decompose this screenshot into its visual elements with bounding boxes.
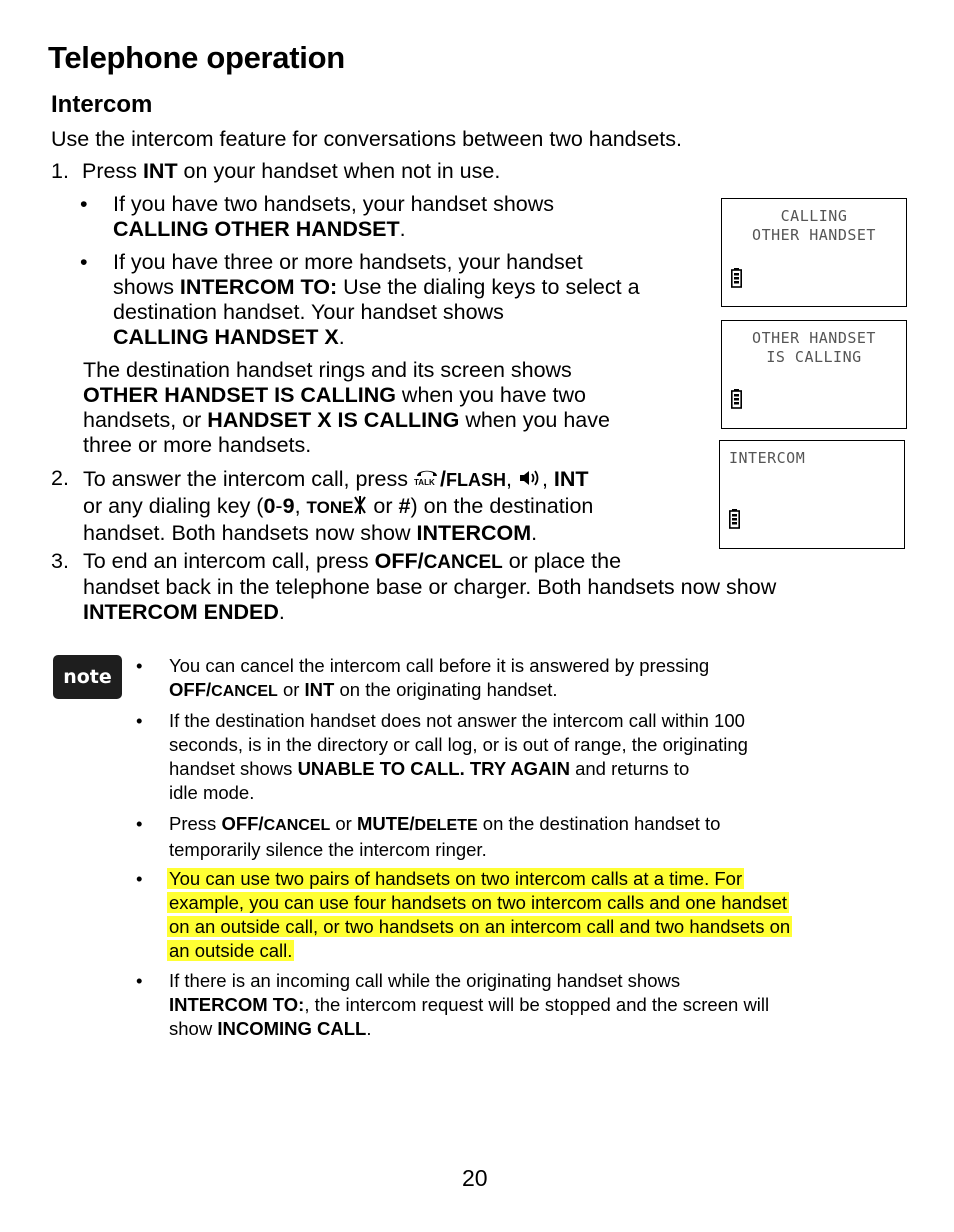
display-text: INTERCOM TO:: [169, 994, 305, 1015]
text: If the destination handset does not answer the intercom call within 100: [169, 710, 745, 731]
text: Use the dialing keys to select a: [337, 275, 640, 299]
screen-text: [722, 329, 906, 367]
text: If you have two handsets, your handset shows: [113, 192, 555, 216]
text: , the intercom request will be stopped and the screen will: [304, 994, 770, 1015]
bullet: •: [136, 868, 143, 889]
text: destination handset. Your handset shows: [113, 300, 504, 324]
text: To end an intercom call, press: [83, 549, 375, 573]
text: -: [275, 494, 283, 518]
bullet-two-handsets: [80, 192, 640, 242]
text: .: [278, 600, 285, 624]
key-int: INT: [553, 467, 589, 491]
note-item-incoming: [136, 969, 896, 1041]
screen-other-handset-is-calling: [721, 320, 907, 429]
note-item-no-answer: [136, 709, 896, 805]
display-text: UNABLE TO CALL. TRY AGAIN: [297, 758, 570, 779]
talk-key-icon: [414, 466, 440, 488]
text: or: [277, 679, 305, 700]
screen-line: OTHER HANDSET: [752, 226, 876, 244]
speaker-icon: [518, 468, 542, 494]
page-title: Telephone operation: [48, 40, 345, 75]
text: seconds, is in the directory or call log, or is out of range, the originating: [169, 734, 748, 755]
step-2: [51, 466, 691, 546]
note-item-two-pairs: [136, 867, 906, 963]
text: If there is an incoming call while the originating handset shows: [169, 970, 681, 991]
talk-label: TALK: [414, 478, 435, 487]
key-pound: #: [398, 494, 411, 518]
display-text: HANDSET X IS CALLING: [207, 408, 460, 432]
note-item-silence: [136, 812, 896, 862]
bullet: •: [136, 710, 143, 731]
text: handsets, or: [83, 408, 208, 432]
text: or any dialing key (: [83, 494, 264, 518]
text: .: [366, 1018, 372, 1039]
destination-paragraph: [83, 358, 703, 458]
battery-icon: [731, 389, 742, 409]
bullet: •: [80, 250, 88, 274]
display-text: INTERCOM TO:: [179, 275, 338, 299]
text: ,: [541, 467, 554, 491]
screen-text: [722, 207, 906, 245]
text: temporarily silence the intercom ringer.: [169, 839, 487, 860]
tone-star-icon: [353, 495, 367, 521]
key-cancel: CANCEL: [423, 552, 503, 573]
display-text: INTERCOM ENDED: [83, 600, 279, 624]
screen-intercom: [719, 440, 905, 549]
text: .: [531, 521, 538, 545]
highlighted-text: on an outside call, or two handsets on an intercom call and two handsets on: [169, 916, 791, 937]
text: ,: [294, 494, 307, 518]
text: handset back in the telephone base or charger. Both handsets now show: [83, 575, 777, 599]
screen-text: [729, 449, 904, 468]
display-text: OTHER HANDSET IS CALLING: [83, 383, 396, 407]
text: /: [440, 467, 446, 491]
text: .: [338, 325, 345, 349]
note-badge: note: [53, 655, 122, 699]
text: on the destination handset to: [477, 813, 721, 834]
key-0: 0: [263, 494, 276, 518]
text: handset shows: [169, 758, 298, 779]
bullet: •: [136, 970, 143, 991]
key-off: OFF/: [374, 549, 424, 573]
display-text: CALLING HANDSET X: [113, 325, 339, 349]
key-int: INT: [142, 159, 178, 183]
screen-line: CALLING: [780, 207, 848, 225]
intro-text: Use the intercom feature for conversations between two handsets.: [51, 127, 683, 151]
text: ,: [505, 467, 518, 491]
text: idle mode.: [169, 782, 255, 803]
battery-icon: [731, 268, 742, 288]
bullet: •: [136, 655, 143, 676]
text: and returns to: [569, 758, 690, 779]
key-cancel: CANCEL: [263, 817, 331, 834]
key-flash: FLASH: [445, 470, 506, 490]
text: To answer the intercom call, press: [83, 467, 414, 491]
text: when you have: [459, 408, 610, 432]
screen-line: INTERCOM: [729, 449, 806, 467]
text: ) on the destination: [410, 494, 594, 518]
step-3: [51, 549, 891, 625]
key-tone: TONE: [306, 498, 354, 517]
bullet-three-handsets: [80, 250, 720, 350]
key-9: 9: [282, 494, 295, 518]
text: .: [399, 217, 406, 241]
text: handset. Both handsets now show: [83, 521, 417, 545]
display-text: CALLING OTHER HANDSET: [113, 217, 400, 241]
text: or place the: [502, 549, 622, 573]
text: You can cancel the intercom call before it is answered by pressing: [169, 655, 710, 676]
step-number: 3.: [51, 549, 69, 573]
key-mute: MUTE/: [356, 813, 415, 834]
step-number: 1.: [51, 159, 69, 183]
highlighted-text: example, you can use four handsets on two intercom calls and one handset: [169, 892, 788, 913]
text: when you have two: [395, 383, 586, 407]
text: show: [169, 1018, 218, 1039]
screen-line: OTHER HANDSET: [752, 329, 876, 347]
text: or: [330, 813, 357, 834]
bullet: •: [136, 813, 143, 834]
section-title: Intercom: [51, 91, 153, 118]
key-delete: DELETE: [414, 817, 478, 834]
text: Press: [169, 813, 222, 834]
key-off: OFF/: [221, 813, 264, 834]
screen-calling-other-handset: [721, 198, 907, 307]
key-off: OFF/: [169, 679, 212, 700]
highlighted-text: an outside call.: [169, 940, 293, 961]
text: on the originating handset.: [334, 679, 558, 700]
bullet: •: [80, 192, 88, 216]
text: The destination handset rings and its screen shows: [83, 358, 572, 382]
battery-icon: [729, 509, 740, 529]
step-number: 2.: [51, 466, 69, 490]
highlighted-text: You can use two pairs of handsets on two intercom calls at a time. For: [169, 868, 743, 889]
text: on your handset when not in use.: [177, 159, 501, 183]
page-number: 20: [462, 1165, 488, 1191]
display-text: INCOMING CALL: [217, 1018, 367, 1039]
note-item-cancel: [136, 654, 896, 704]
text: shows: [113, 275, 180, 299]
key-int: INT: [304, 679, 335, 700]
text: three or more handsets.: [83, 433, 312, 457]
key-cancel: CANCEL: [211, 683, 278, 700]
screen-line: IS CALLING: [766, 348, 862, 366]
text: If you have three or more handsets, your handset: [113, 250, 583, 274]
text: or: [367, 494, 399, 518]
text: Press: [82, 159, 143, 183]
display-text: INTERCOM: [416, 521, 532, 545]
